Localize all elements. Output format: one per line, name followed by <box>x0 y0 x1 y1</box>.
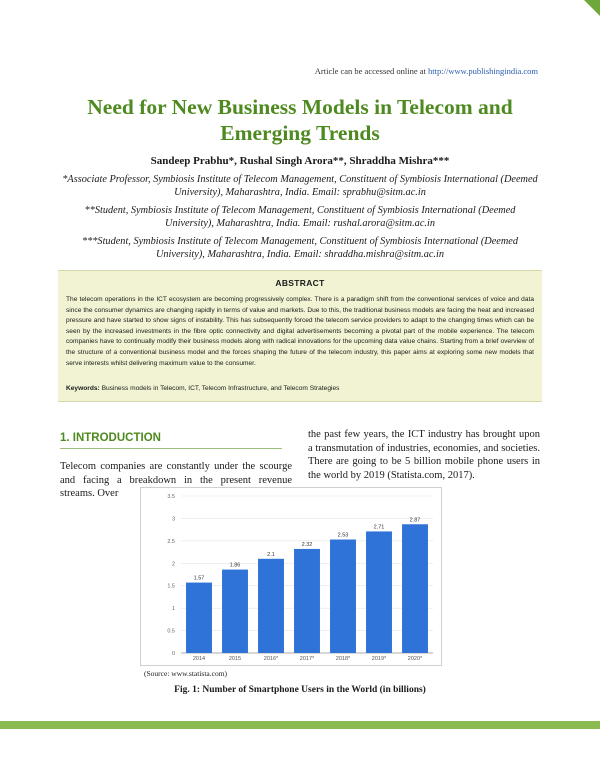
abstract-heading: ABSTRACT <box>275 278 325 288</box>
smartphone-users-chart <box>141 488 441 665</box>
paper-title: Need for New Business Models in Telecom and Emerging Trends <box>87 95 513 145</box>
section-rule <box>60 448 282 449</box>
x-tick-label: 2020* <box>407 656 423 662</box>
access-text: Article can be accessed online at <box>314 66 429 76</box>
keywords-label: Keywords: <box>66 385 100 392</box>
intro-left-text: Telecom companies are constantly under the scourge and facing a breakdown in the present revenue streams. Over <box>60 461 292 499</box>
corner-decoration <box>584 0 600 16</box>
bar-value-label: 1.57 <box>193 575 205 582</box>
figure-caption: Fig. 1: Number of Smartphone Users in the World (in billions) <box>174 685 426 695</box>
y-tick-label: 2.5 <box>167 538 175 545</box>
y-tick-label: 0 <box>171 651 175 657</box>
y-tick-label: 2 <box>171 561 175 568</box>
abstract-box <box>58 270 542 402</box>
paper-authors: Sandeep Prabhu*, Rushal Singh Arora**, Shraddha Mishra*** <box>150 155 450 167</box>
bar <box>294 549 320 653</box>
affiliation-1: *Associate Professor, Symbiosis Institute of Telecom Management, Constituent of Symbiosis International (Deemed University), Maharashtra, India. Email: sprabhu@sitm.ac.in <box>62 174 538 198</box>
x-tick-label: 2017* <box>299 656 315 662</box>
x-tick-label: 2015 <box>228 656 242 662</box>
affiliation-3: ***Student, Symbiosis Institute of Telecom Management, Constituent of Symbiosis International (Deemed University), Maharashtra, India. Email: shraddha.mishra@sitm.ac.in <box>81 236 519 260</box>
bar-value-label: 2.1 <box>267 551 275 558</box>
y-tick-label: 1.5 <box>167 583 175 590</box>
footer-bar <box>0 721 600 729</box>
bar-value-label: 1.86 <box>229 562 241 569</box>
access-link[interactable]: http://www.publishingindia.com <box>428 66 538 76</box>
x-tick-label: 2016* <box>263 656 279 662</box>
affiliation-2: **Student, Symbiosis Institute of Telecom Management, Constituent of Symbiosis International (Deemed University), Maharashtra, India. Email: rushal.arora@sitm.ac.in <box>84 205 516 229</box>
bar <box>330 540 356 653</box>
bar <box>222 570 248 653</box>
bar-value-label: 2.32 <box>301 541 313 548</box>
y-tick-label: 3.5 <box>167 494 175 500</box>
y-tick-label: 1 <box>171 606 175 613</box>
keywords-text: Business models in Telecom, ICT, Telecom Infrastructure, and Telecom Strategies <box>101 385 340 392</box>
access-note <box>315 66 538 76</box>
abstract-body: The telecom operations in the ICT ecosystem are becoming progressively complex. There is a paradigm shift from the conventional services of voice and data since the consumer dynamics are changing rapidly in terms of value and markets. Due to this, the traditional business models are facing the heat and increased pressure and have started to show signs of instability. This has subsequently forced the telecom service providers to adapt to the changing times which can be seen by the increased investments in the fibre optic connectivity and digital advertisements becoming a pivotal part of the mobile experience. The telecom companies have to continually modify their business models along with radical innovations for the upcoming data value chains. Starting from a brief overview of the structure of a conventional business model and the forces shaping the future of the telecom industry, this paper aims at exploring some new models that serve interests whilst delivering maximum value to the consumer. <box>66 296 534 367</box>
y-tick-label: 3 <box>171 516 175 523</box>
bar <box>402 524 428 653</box>
bar <box>258 559 284 653</box>
bar-value-label: 2.71 <box>373 524 385 531</box>
keywords <box>66 385 534 392</box>
x-tick-label: 2018* <box>335 656 351 662</box>
figure-chart-frame <box>140 487 442 666</box>
bar <box>186 583 212 653</box>
section-heading: 1. INTRODUCTION <box>60 432 161 444</box>
figure-source: (Source: www.statista.com) <box>144 669 228 678</box>
bar-value-label: 2.87 <box>409 517 421 524</box>
x-tick-label: 2019* <box>371 656 387 662</box>
intro-right-text: the past few years, the ICT industry has brought upon a transmutation of industries, economies, and societies. There are going to be 5 billion mobile phone users in the world by 2019 (Statista.com, 2017). <box>308 429 540 481</box>
x-tick-label: 2014 <box>192 656 206 662</box>
y-tick-label: 0.5 <box>167 628 175 635</box>
bar-value-label: 2.53 <box>337 532 349 539</box>
bar <box>366 531 392 653</box>
